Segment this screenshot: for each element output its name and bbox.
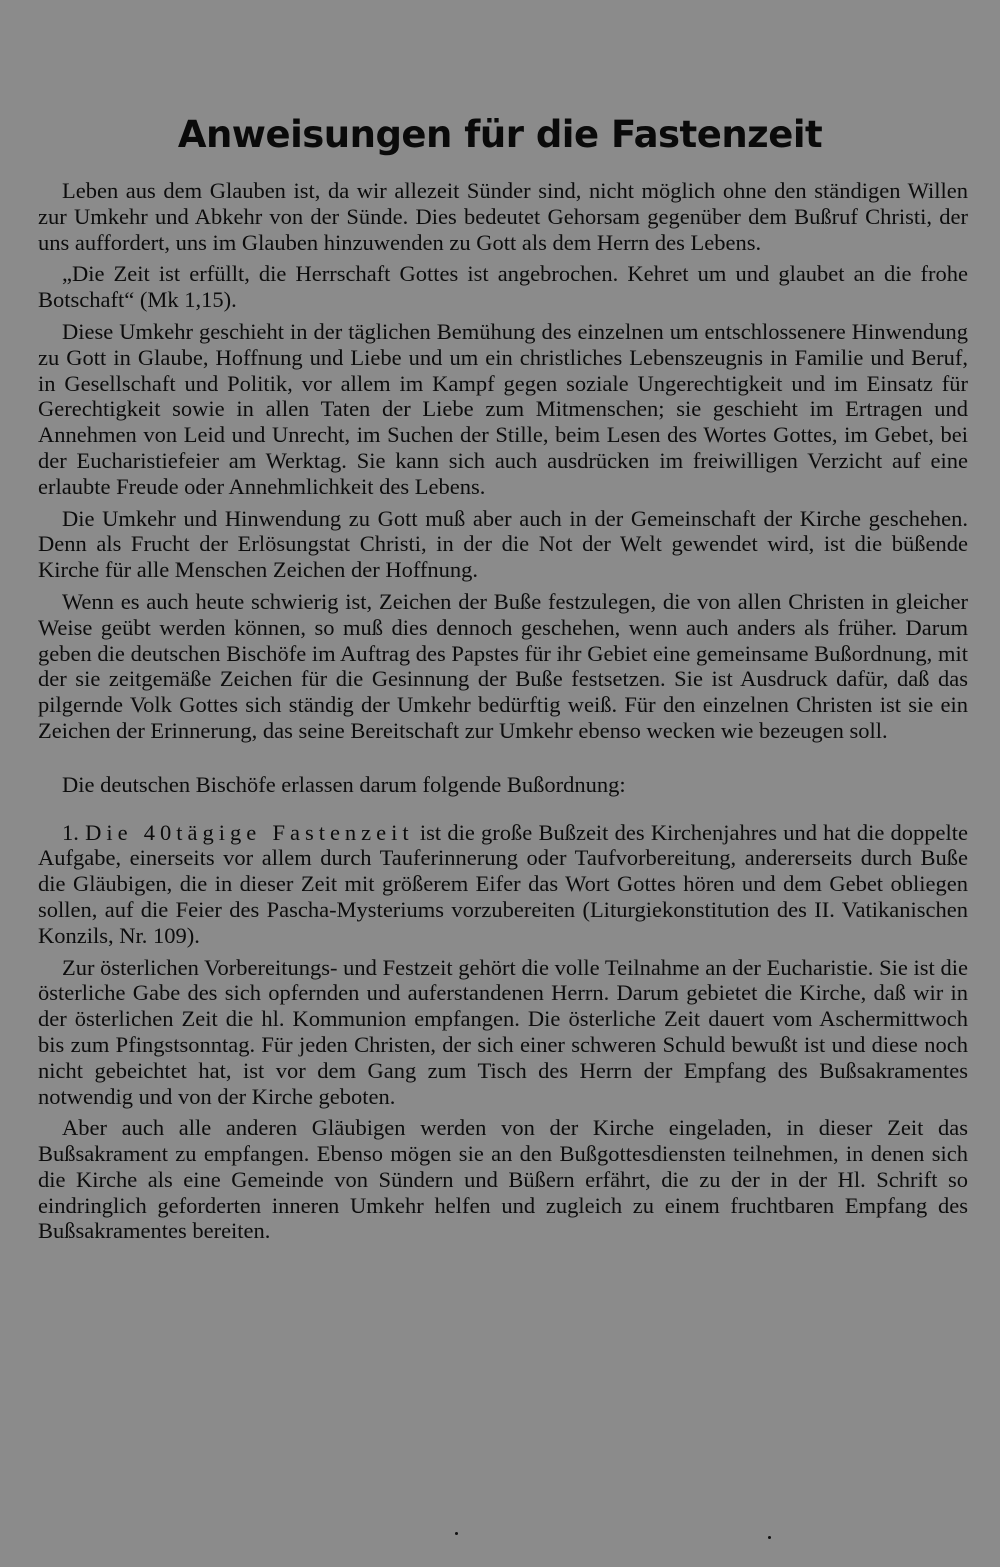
paragraph-4: Die Umkehr und Hinwendung zu Gott muß aber auch in der Gemeinschaft der Kirche geschehen. Denn als Frucht der Erlösungstat Christi, in der die Not der Welt gewendet wird, ist die büßende Kirche für alle Menschen Zeichen der Hoffnung. xyxy=(38,505,968,583)
document-body xyxy=(38,178,968,1250)
paragraph-9: Aber auch alle anderen Gläubigen werden von der Kirche eingeladen, in dieser Zeit das Bußsakrament zu empfangen. Ebenso mögen sie an den Bußgottesdiensten teilnehmen, in denen sich die Kirche als eine Gemeinde von Sündern und Büßern erfährt, die zu der in der Hl. Schrift so eindringlich geforderten inneren Umkehr helfen und zugleich zu einem fruchtbaren Empfang des Bußsakramentes bereiten. xyxy=(38,1115,968,1244)
paragraph-6-heading: Die deutschen Bischöfe erlassen darum folgende Bußordnung: xyxy=(62,771,626,797)
speck-mark xyxy=(455,1532,458,1535)
paragraph-5: Wenn es auch heute schwierig ist, Zeichen der Buße festzulegen, die von allen Christen in gleicher Weise geübt werden können, so muß dies dennoch geschehen, wenn auch anders als früher. Darum geben die deutschen Bischöfe im Auftrag des Papstes für ihr Gebiet eine gemeinsame Bußordnung, mit der sie zeitgemäße Zeichen für die Gesinnung der Buße festsetzen. Sie ist Ausdruck dafür, daß das pilgernde Volk Gottes sich ständig der Umkehr bedürftig weiß. Für den einzelnen Christen ist sie ein Zeichen der Erinnerung, das seine Bereitschaft zur Umkehr ebenso wecken wie bezeugen soll. xyxy=(38,588,968,743)
paragraph-2-quote: „Die Zeit ist erfüllt, die Herrschaft Gottes ist angebrochen. Kehret um und glaubet an die frohe Botschaft“ (Mk 1,15). xyxy=(38,261,968,313)
item-number: 1. xyxy=(62,819,79,845)
item-text: ist die große Bußzeit des Kirchenjahres und hat die doppelte Aufgabe, einerseits vor allem durch Tauferinnerung oder Taufvorbereitung, andererseits durch Buße die Gläubigen, die in dieser Zeit mit größerem Eifer das Wort Gottes hören und dem Gebet obliegen sollen, auf die Feier des Pascha-Mysteriums vorzubereiten (Liturgiekonstitution des II. Vatikanischen Konzils, Nr. 109). xyxy=(38,819,969,948)
spaced-emphasis: Die 40tägige Fastenzeit xyxy=(85,819,414,845)
speck-mark xyxy=(768,1536,771,1539)
paragraph-8: Zur österlichen Vorbereitungs- und Festzeit gehört die volle Teilnahme an der Eucharistie. Sie ist die österliche Gabe des sich opfernden und auferstandenen Herrn. Darum gebietet die Kirche, daß wir in der österlichen Zeit die hl. Kommunion empfangen. Die österliche Zeit dauert vom Aschermittwoch bis zum Pfingstsonntag. Für jeden Christen, der sich einer schweren Schuld bewußt ist und diese noch nicht gebeichtet hat, ist vor dem Gang zum Tisch des Herrn der Empfang des Bußsakramentes notwendig und von der Kirche geboten. xyxy=(38,954,968,1109)
paragraph-3: Diese Umkehr geschieht in der täglichen Bemühung des einzelnen um entschlossenere Hinwendung zu Gott in Glaube, Hoffnung und Liebe und um ein christliches Lebenszeugnis in Familie und Beruf, in Gesellschaft und Politik, vor allem im Kampf gegen soziale Ungerechtigkeit und im Einsatz für Gerechtigkeit sowie in allen Taten der Liebe zum Mitmenschen; sie geschieht im Ertragen und Annehmen von Leid und Unrecht, im Suchen der Stille, beim Lesen des Wortes Gottes, im Gebet, bei der Eucharistiefeier am Werktag. Sie kann sich auch ausdrücken im freiwilligen Verzicht auf eine erlaubte Freude oder Annehmlichkeit des Lebens. xyxy=(38,318,968,499)
paragraph-1: Leben aus dem Glauben ist, da wir allezeit Sünder sind, nicht möglich ohne den ständigen Willen zur Umkehr und Abkehr von der Sünde. Dies bedeutet Gehorsam gegenüber dem Bußruf Christi, der uns auffordert, uns im Glauben hinzuwenden zu Gott als dem Herrn des Lebens. xyxy=(38,178,968,255)
paragraph-7-item-1 xyxy=(38,820,968,949)
page-title: Anweisungen für die Fastenzeit xyxy=(177,112,823,156)
